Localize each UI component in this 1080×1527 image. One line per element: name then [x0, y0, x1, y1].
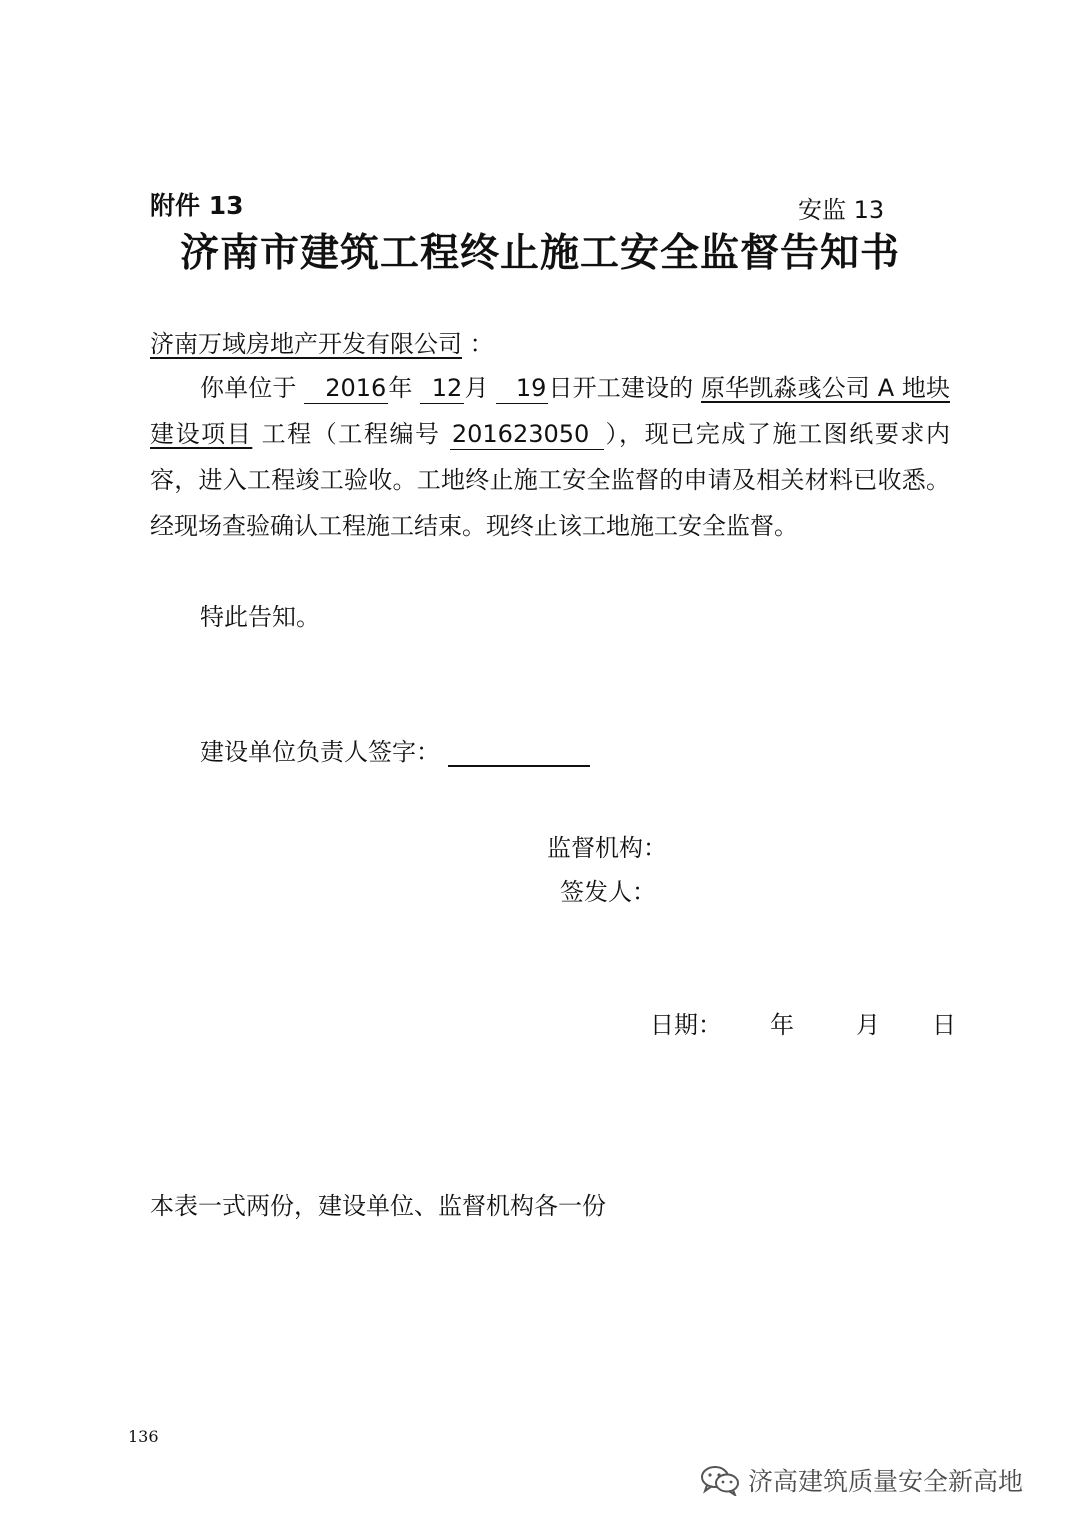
- project-number-field: 201623050: [450, 419, 604, 450]
- start-day-field: 19: [496, 373, 548, 404]
- date-row: [650, 1005, 956, 1040]
- form-code: 安监 13: [798, 196, 885, 224]
- date-day-label: 日: [932, 1011, 956, 1039]
- page-number: 136: [128, 1427, 159, 1446]
- date-year-label: 年: [770, 1011, 794, 1039]
- body-paragraph: [150, 365, 950, 549]
- project-name-field: 原华凯淼彧公司 A 地块建设项目: [150, 374, 950, 448]
- page-title: 济南市建筑工程终止施工安全监督告知书: [179, 231, 900, 276]
- date-label: 日期：: [650, 1011, 722, 1039]
- date-month-label: 月: [856, 1011, 880, 1039]
- addressee-name: 济南万域房地产开发有限公司: [150, 330, 462, 358]
- addressee: [150, 324, 494, 359]
- issuer-label: 签发人：: [560, 878, 656, 906]
- body-text-month: 月: [464, 374, 489, 402]
- notice-text: 特此告知。: [200, 603, 320, 631]
- wechat-icon: [700, 1464, 740, 1496]
- body-text-5: 工程（工程编号: [261, 420, 441, 448]
- addressee-colon: ：: [469, 330, 494, 358]
- supervision-org-label: 监督机构：: [547, 834, 667, 862]
- start-month-field: 12: [420, 373, 464, 404]
- body-text-6: ），现已完成了施工图纸要求内容，进入工程竣工验收。工地终止施工安全监督的申请及相关材料已收悉。经现场查验确认工程施工结束。现终止该工地施工安全监督。: [150, 420, 951, 540]
- signature-line: [448, 739, 590, 767]
- sign-row: [200, 732, 590, 767]
- attachment-label: 附件 13: [150, 191, 244, 220]
- sign-label: 建设单位负责人签字：: [200, 738, 440, 766]
- body-text-year: 年: [388, 374, 413, 402]
- watermark: [700, 1462, 1023, 1498]
- watermark-text: 济高建筑质量安全新高地: [748, 1467, 1024, 1496]
- copies-note: 本表一式两份，建设单位、监督机构各一份: [150, 1192, 606, 1220]
- body-text-1: 你单位于: [200, 374, 297, 402]
- body-text-4: 日开工建设的: [548, 374, 694, 402]
- start-year-field: 2016: [304, 373, 388, 404]
